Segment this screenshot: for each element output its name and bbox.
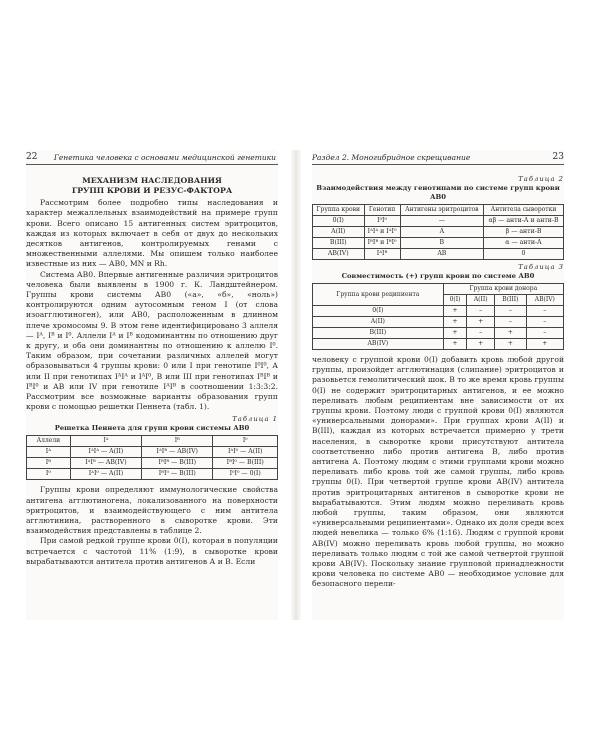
table-header-cell: 0(I) <box>443 295 467 306</box>
table-cell: B <box>400 238 483 249</box>
table-cell: α — анти-А <box>484 238 564 249</box>
table-cell: + <box>467 339 495 350</box>
table-cell: A <box>400 227 483 238</box>
left-text-flow <box>26 172 278 567</box>
table-cell: + <box>443 328 467 339</box>
table-row <box>27 447 278 458</box>
table-row <box>27 458 278 469</box>
table-cell: IᴮI⁰ — B(III) <box>213 458 278 469</box>
paragraph: Группы крови определяют иммунологические свойства антигена агглютиногена, локализованного на поверхности эритроцитов, и взаимодействующего с ним антитела агглютинина, растворенного в сыворотке крови. Эти взаимодействия представлены в таблице 2. <box>26 485 278 536</box>
paragraph: Рассмотрим более подробно типы наследования и характер межаллельных взаимодействий на примере групп крови. Всего описано 15 антигенных систем эритроцитов, каждая из которых включает в себя от двух до нескольких десятков антигенов, контролируемых генами с множественными аллелями. Мы опишем только наиболее известные из них — АВ0, MN и Rh. <box>26 198 278 269</box>
table-header-cell: A(II) <box>467 295 495 306</box>
table-header-cell: AB(IV) <box>526 295 563 306</box>
table-row <box>313 249 564 260</box>
table-row <box>313 328 564 339</box>
table-cell: IᴬIᴮ — AB(IV) <box>142 447 213 458</box>
table-cell: + <box>526 339 563 350</box>
table-cell: 0(I) <box>313 306 444 317</box>
table-header-cell: Генотип <box>364 205 400 216</box>
table-title: Совместимость (+) групп крови по системе АВ0 <box>341 272 535 280</box>
table-header-cell: Группа крови донора <box>443 284 563 295</box>
heading-line: ГРУПП КРОВИ И РЕЗУС-ФАКТОРА <box>71 185 233 195</box>
table-row <box>313 216 564 227</box>
table-title: Взаимодействия между генотипами по системе групп крови АВ0 <box>316 184 560 201</box>
table-cell: – <box>526 328 563 339</box>
table-row <box>313 306 564 317</box>
table-cell: + <box>443 317 467 328</box>
paragraph: При самой редкой группе крови 0(I), которая в популяции встречается с частотой 11% (1:9), в сыворотке крови вырабатываются антитела против антигенов А и В. Если <box>26 536 278 566</box>
table-cell: β — анти-В <box>484 227 564 238</box>
table-cell: – <box>526 306 563 317</box>
table-number: Таблица 2 <box>518 175 564 183</box>
table-number: Таблица 3 <box>518 263 564 271</box>
table-cell: I⁰I⁰ <box>364 216 400 227</box>
table-cell: B(III) <box>313 238 365 249</box>
table-header-row <box>313 284 564 295</box>
table-cell: IᴬIᴮ <box>364 249 400 260</box>
running-title: Раздел 2. Моногибридное скрещивание <box>312 153 471 162</box>
table-cell: I⁰I⁰ — 0(I) <box>213 469 278 480</box>
table-cell: I⁰ <box>27 469 71 480</box>
table-cell: AB <box>400 249 483 260</box>
table-row <box>313 227 564 238</box>
table-cell: — <box>400 216 483 227</box>
page-number: 22 <box>26 152 38 162</box>
table-cell: Iᴬ <box>27 447 71 458</box>
table-cell: + <box>443 306 467 317</box>
table-cell: + <box>495 328 526 339</box>
right-text-flow <box>312 172 564 590</box>
table-cell: A(II) <box>313 317 444 328</box>
table-number: Таблица 1 <box>232 415 278 424</box>
table-cell: 0(I) <box>313 216 365 227</box>
book-gutter <box>291 150 301 620</box>
table-cell: + <box>495 339 526 350</box>
table-cell: – <box>526 317 563 328</box>
table-header-cell: Группа крови реципиента <box>313 284 444 306</box>
table-cell: αβ — анти-А и анти-В <box>484 216 564 227</box>
table-cell: IᴬI⁰ — A(II) <box>213 447 278 458</box>
table-title: Решетка Пеннета для групп крови системы АВ0 <box>54 424 250 433</box>
table-cell: IᴮIᴮ и IᴮI⁰ <box>364 238 400 249</box>
right-page <box>312 150 564 620</box>
table-cell: AB(IV) <box>313 249 365 260</box>
table-cell: IᴮIᴮ — B(III) <box>142 458 213 469</box>
table-header-cell: Антитела сыворотки <box>484 205 564 216</box>
section-heading <box>26 176 278 195</box>
left-running-head <box>26 150 278 165</box>
table-row <box>313 238 564 249</box>
table-row <box>27 469 278 480</box>
running-title: Генетика человека с основами медицинской генетики <box>53 153 276 162</box>
table-header-row <box>27 436 278 447</box>
paragraph: Система АВ0. Впервые антигенные различия эритроцитов человека были выявлены в 1900 г. К. Ландштейнером. Группы крови системы АВ0 («а», «б», «ноль») контролируются одним аутосомным геном I (от слова изоагглютиноген), или АВ0, расположенным в длинном плече хромосомы 9. В этом гене идентифицировано 3 аллеля — Iᴬ, Iᴮ и I⁰. Аллели Iᴬ и Iᴮ кодоминантны по отношению друг к другу, и оба они доминантны по отношению к аллелю I⁰. Таким образом, при сочетании различных аллелей могут образовываться 4 группы крови: 0 или I при генотипе I⁰I⁰, А или II при генотипах IᴬIᴬ и IᴬI⁰, В или III при генотипах IᴮIᴮ и IᴮI⁰ и АВ или IV при генотипе IᴬIᴮ в соотношении 1:3:3:2. Рассмотрим все возможные варианты образования групп крови с помощью решетки Пеннета (табл. 1). <box>26 269 278 412</box>
table-cell: Iᴮ <box>27 458 71 469</box>
table-cell: – <box>467 306 495 317</box>
heading-line: МЕХАНИЗМ НАСЛЕДОВАНИЯ <box>82 176 222 185</box>
table-header-cell: Группа крови <box>313 205 365 216</box>
table-header-cell: Антигены эритроцитов <box>400 205 483 216</box>
table-row <box>313 339 564 350</box>
table-header-cell: I⁰ <box>213 436 278 447</box>
table-header-cell: B(III) <box>495 295 526 306</box>
table-header-cell: Аллели <box>27 436 71 447</box>
interaction-table <box>312 204 564 260</box>
table-cell: IᴬIᴮ — AB(IV) <box>70 458 141 469</box>
table-cell: A(II) <box>313 227 365 238</box>
table-cell: AB(IV) <box>313 339 444 350</box>
right-running-head <box>312 150 564 165</box>
table-cell: + <box>467 317 495 328</box>
table-header-cell: Iᴬ <box>70 436 141 447</box>
compatibility-table <box>312 283 564 350</box>
table-cell: 0 <box>484 249 564 260</box>
table-cell: B(III) <box>313 328 444 339</box>
table-cell: IᴬI⁰ — A(II) <box>70 469 141 480</box>
punnett-table <box>26 435 278 480</box>
table-row <box>313 317 564 328</box>
left-page <box>26 150 278 620</box>
table-cell: IᴬIᴬ — A(II) <box>70 447 141 458</box>
table-header-cell: Iᴮ <box>142 436 213 447</box>
table-cell: + <box>443 339 467 350</box>
paragraph: человеку с группой крови 0(I) добавить кровь любой другой группы, произойдет агглютинация (слипание) эритроцитов и разовьется гемолитический шок. В то же время кровь группы 0(I) не содержит эритроцитарных антигенов, и ее можно переливать любым реципиентам вне зависимости от их группы крови. Поэтому люди с группой крови 0(I) являются «универсальными донорами». При группах крови А(II) и В(III), каждая из которых встречается примерно у трети населения, в сыворотке крови присутствуют антитела соответственно либо против антигена В, либо против антигена А. Поэтому людям с этими группами крови можно переливать либо кровь той же самой группы, либо кровь группы 0(I). При четвертой группе крови АВ(IV) антитела против эритроцитарных антигенов в сыворотке крови не вырабатываются. Этим людям можно переливать кровь любой группы, таким образом, они являются «универсальными реципиентами». Однако их доля среди всех людей невелика — только 6% (1:16). Людям с группой крови АВ(IV) можно переливать кровь любой группы, но можно переливать только людям с той же самой четвертой группой крови АВ(IV). Поскольку знание групповой принадлежности крови человека по системе АВ0 — необходимое условие для безопасного перели- <box>312 355 564 589</box>
table-cell: IᴮI⁰ — B(III) <box>142 469 213 480</box>
page-number: 23 <box>552 152 564 162</box>
table-cell: – <box>495 317 526 328</box>
table-cell: – <box>467 328 495 339</box>
table-cell: – <box>495 306 526 317</box>
table-header-row <box>313 205 564 216</box>
table-cell: IᴬIᴬ и IᴬI⁰ <box>364 227 400 238</box>
